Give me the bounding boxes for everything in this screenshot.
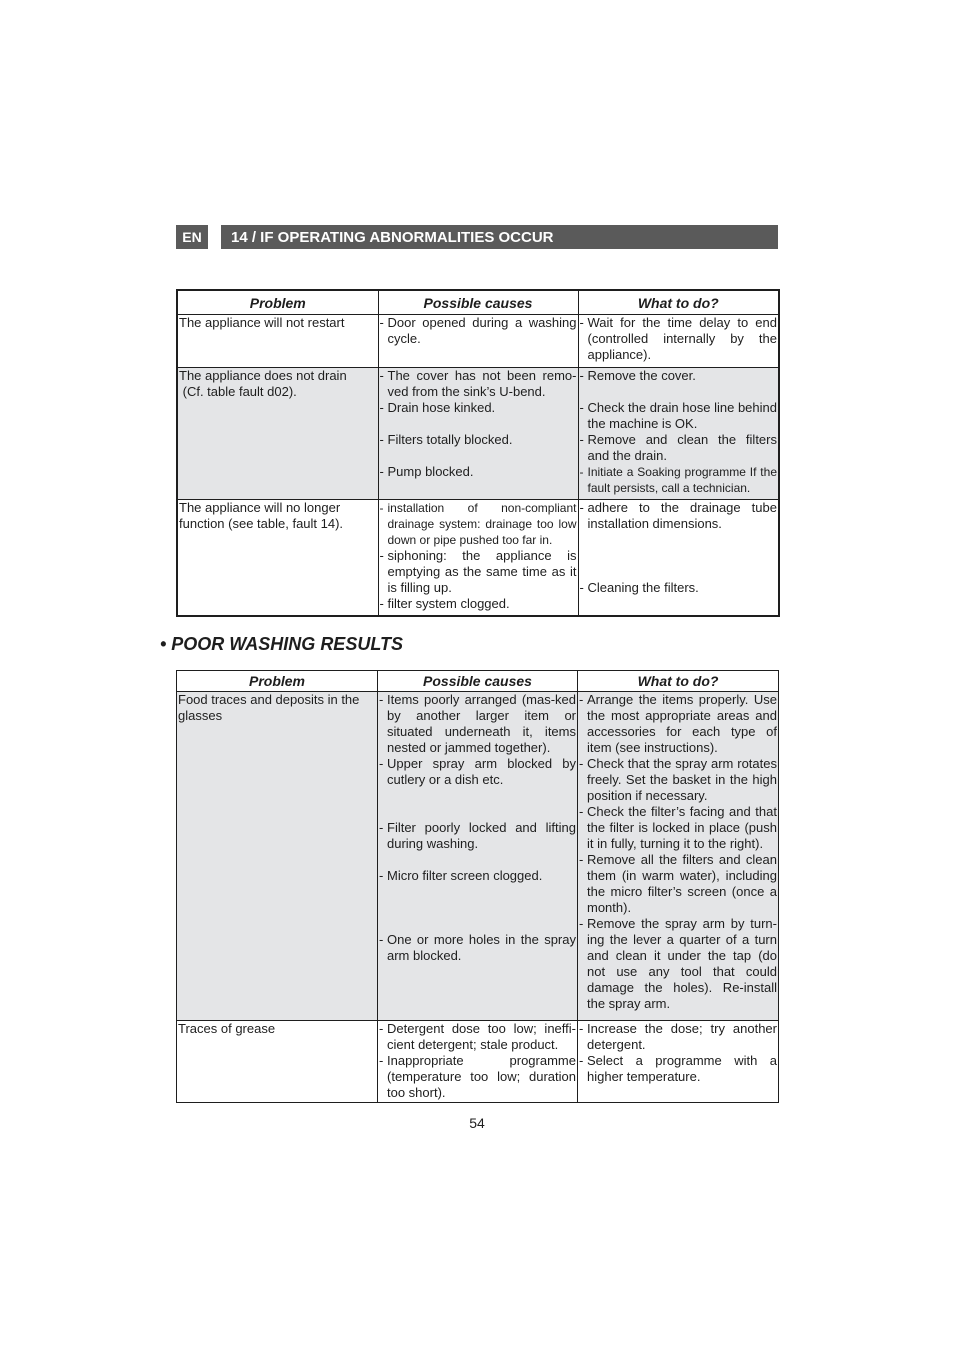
action-item: - Increase the dose; try another detergent.: [579, 1021, 777, 1052]
problem-text: Traces of grease: [178, 1021, 276, 1036]
cause-item: - Upper spray arm blocked by cutlery or a dish etc.: [379, 756, 576, 787]
cause-item: - Filters totally blocked.: [379, 432, 513, 447]
problem-cell: [177, 1021, 378, 1103]
column-header-problem: Problem: [177, 671, 378, 692]
problem-text: The appliance will not restart: [179, 315, 345, 330]
action-item: - Remove the spray arm by turn-ing the lever a quarter of a turn and clean it under the tap (do not use any tool that could damage the holes). Re-install the spray arm.: [579, 916, 777, 1011]
action-item: - Remove the cover.: [579, 368, 696, 383]
action-item: - Cleaning the filters.: [579, 580, 699, 595]
actions-cell: [578, 692, 779, 1021]
cause-item: - Door opened during a washing cycle.: [379, 315, 577, 346]
table-header-row: [177, 290, 779, 315]
action-item: - Check that the spray arm rotates freely. Set the basket in the high position if necessary.: [579, 756, 777, 803]
fault-table-operating: [176, 289, 780, 617]
action-item: - adhere to the drainage tube installation dimensions.: [579, 500, 777, 531]
cause-item: - The cover has not been remo-ved from the sink’s U-bend.: [379, 368, 577, 399]
causes-cell: [378, 692, 578, 1021]
column-header-action: What to do?: [578, 290, 779, 315]
table-row: [177, 1021, 779, 1103]
problem-text: The appliance does not drain: [179, 368, 347, 383]
action-item: - Select a programme with a higher temperature.: [579, 1053, 777, 1084]
cause-item: - installation of non-compliant drainage system: drainage too low down or pipe pushed too far in.: [379, 501, 577, 547]
action-item: - Initiate a Soaking programme If the fault persists, call a technician.: [579, 465, 777, 495]
problem-text: Food traces and deposits in the glasses: [178, 692, 360, 723]
causes-cell: [378, 315, 578, 368]
cause-item: - Inappropriate programme (temperature too low; duration too short).: [379, 1053, 576, 1100]
actions-cell: [578, 368, 779, 500]
action-item: - Check the filter’s facing and that the filter is locked in place (push it in fully, turning it to the right).: [579, 804, 777, 851]
column-header-causes: Possible causes: [378, 290, 578, 315]
actions-cell: [578, 1021, 779, 1103]
column-header-action: What to do?: [578, 671, 779, 692]
action-item: - Remove and clean the filters and the drain.: [579, 432, 777, 463]
actions-cell: [578, 315, 779, 368]
fault-table-washing-results: [176, 670, 779, 1103]
action-item: - Remove all the filters and clean them (in warm water), including the micro filter’s screen (once a month).: [579, 852, 777, 915]
table-row: [177, 368, 779, 500]
cause-item: - Pump blocked.: [379, 464, 474, 479]
page-number: 54: [469, 1115, 485, 1131]
cause-item: - siphoning: the appliance is emptying as the same time as it is filling up.: [379, 548, 577, 595]
cause-item: - Detergent dose too low; ineffi-cient detergent; stale product.: [379, 1021, 576, 1052]
action-item: - Wait for the time delay to end (controlled internally by the appliance).: [579, 315, 777, 362]
causes-cell: [378, 368, 578, 500]
cause-item: - Items poorly arranged (mas-ked by another larger item or situated underneath it, items nested or jammed together).: [379, 692, 576, 755]
cause-item: - Filter poorly locked and lifting during washing.: [379, 820, 576, 851]
language-badge: EN: [176, 225, 208, 249]
action-item: - Check the drain hose line behind the machine is OK.: [579, 400, 777, 431]
column-header-problem: Problem: [177, 290, 378, 315]
problem-cell: [177, 692, 378, 1021]
problem-text: The appliance will no longer function (see table, fault 14).: [179, 500, 344, 531]
table-row: [177, 692, 779, 1021]
table-row: [177, 315, 779, 368]
table-header-row: [177, 671, 779, 692]
table-row: [177, 500, 779, 616]
problem-cell: [177, 500, 378, 616]
poor-washing-results-heading: • POOR WASHING RESULTS: [160, 634, 403, 654]
problem-cell: [177, 315, 378, 368]
cause-item: - filter system clogged.: [379, 596, 510, 611]
problem-reference: (Cf. table fault d02).: [179, 384, 297, 399]
actions-cell: [578, 500, 779, 616]
cause-item: - Micro filter screen clogged.: [379, 868, 543, 883]
action-item: - Arrange the items properly. Use the most appropriate areas and accessories for each type of item (see instructions).: [579, 692, 777, 755]
causes-cell: [378, 500, 578, 616]
cause-item: - Drain hose kinked.: [379, 400, 496, 415]
column-header-causes: Possible causes: [378, 671, 578, 692]
problem-cell: [177, 368, 378, 500]
causes-cell: [378, 1021, 578, 1103]
cause-item: - One or more holes in the spray arm blocked.: [379, 932, 576, 963]
section-title: 14 / IF OPERATING ABNORMALITIES OCCUR: [221, 225, 778, 249]
